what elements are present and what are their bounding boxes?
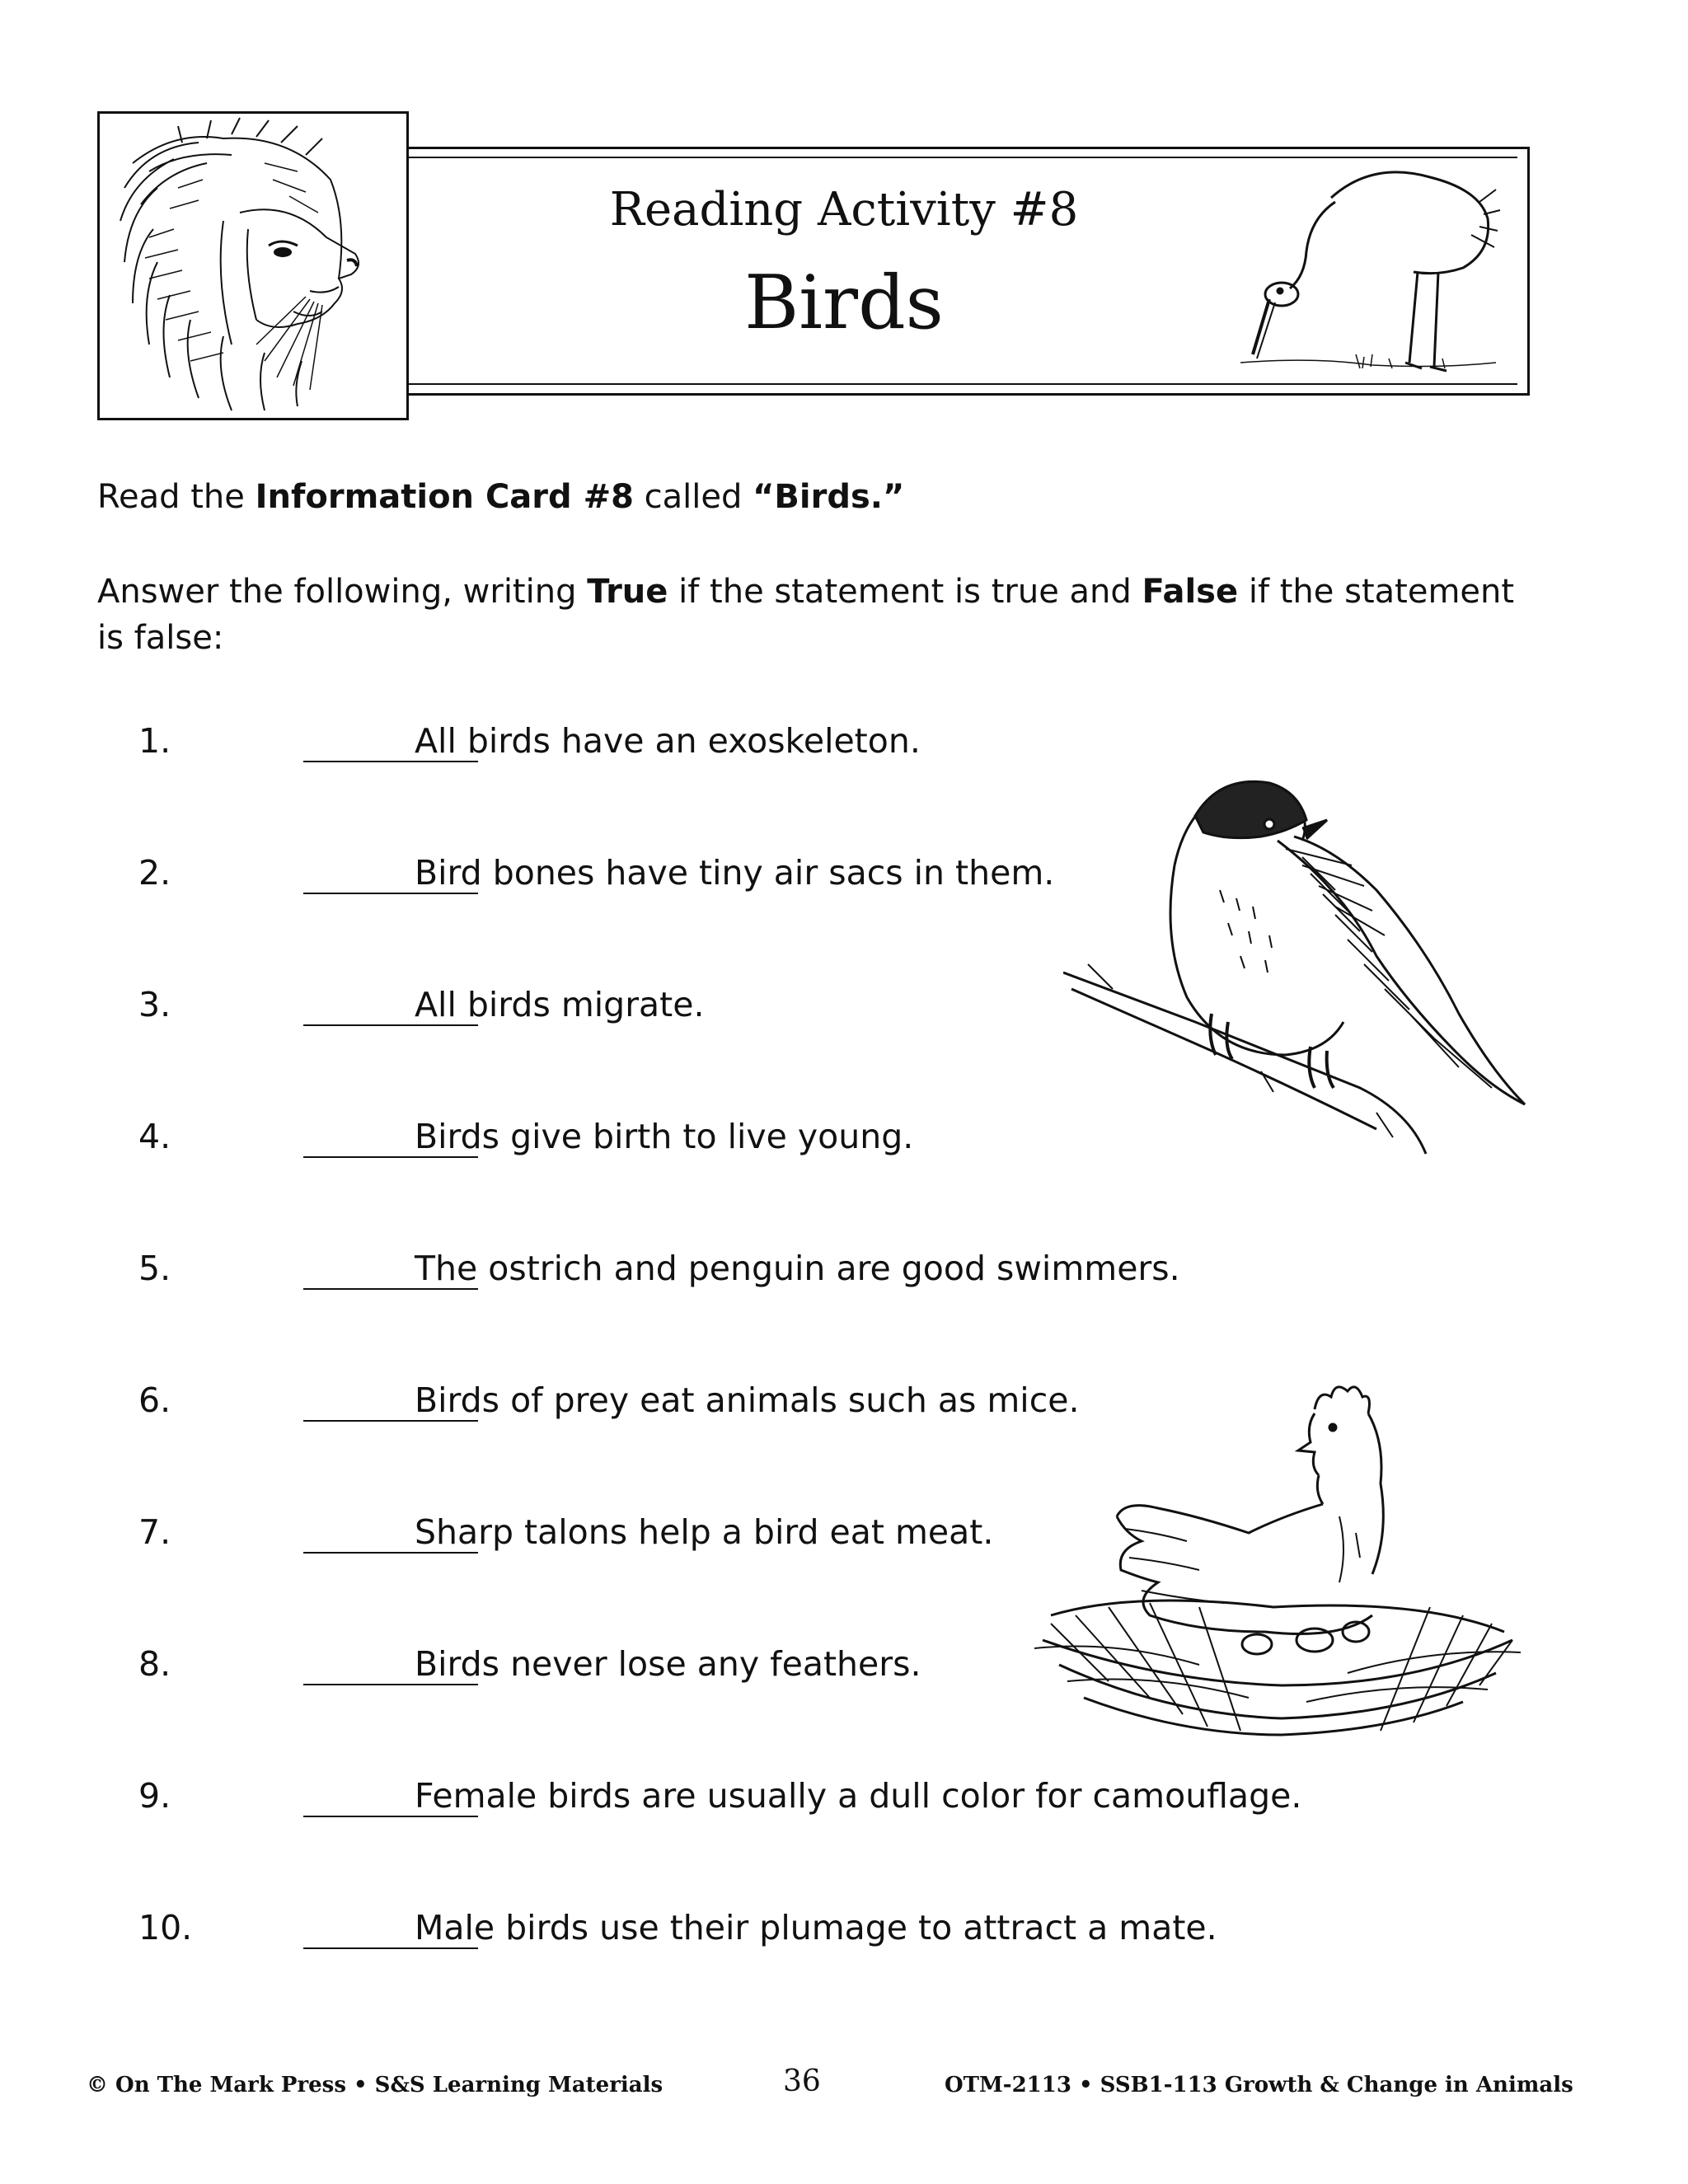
question-row <box>97 1908 1334 1957</box>
instruction-read-card <box>97 474 904 520</box>
crane-illustration <box>1232 152 1504 387</box>
question-number: 5. <box>138 1249 171 1288</box>
activity-label: Reading Activity #8 <box>609 183 1079 237</box>
question-number: 4. <box>138 1117 171 1156</box>
instruction-card-title: “Birds.” <box>753 478 905 516</box>
footer-product-code: OTM-2113 • SSB1-113 Growth & Change in Animals <box>945 2073 1573 2097</box>
instruction-answer-pre: Answer the following, writing <box>97 573 588 611</box>
question-row <box>97 1776 1334 1825</box>
instruction-answer-post: if the statement is false: <box>97 573 1515 657</box>
question-number: 2. <box>138 853 171 893</box>
question-row <box>97 1249 1334 1298</box>
instruction-card-name: Information Card #8 <box>255 478 634 516</box>
answer-blank[interactable] <box>303 1420 478 1422</box>
question-statement: The ostrich and penguin are good swimmers. <box>415 1249 1180 1288</box>
question-statement: All birds have an exoskeleton. <box>415 721 921 761</box>
answer-blank[interactable] <box>303 761 478 762</box>
instruction-read-text: Read the <box>97 478 256 516</box>
answer-blank[interactable] <box>303 1024 478 1026</box>
question-statement: Bird bones have tiny air sacs in them. <box>415 853 1055 893</box>
answer-blank[interactable] <box>303 1552 478 1554</box>
question-statement: Birds give birth to live young. <box>415 1117 914 1156</box>
answer-blank[interactable] <box>303 1684 478 1685</box>
footer-copyright: © On The Mark Press • S&S Learning Materials <box>87 2073 663 2097</box>
hen-on-nest-illustration <box>1034 1368 1521 1739</box>
question-statement: Female birds are usually a dull color for camouflage. <box>415 1776 1302 1816</box>
question-number: 9. <box>138 1776 171 1816</box>
instruction-answer <box>97 569 1548 661</box>
answer-blank[interactable] <box>303 1288 478 1290</box>
question-statement: Sharp talons help a bird eat meat. <box>415 1512 994 1552</box>
question-number: 3. <box>138 985 171 1024</box>
page-title: Birds <box>744 260 944 346</box>
answer-blank[interactable] <box>303 1156 478 1158</box>
question-statement: All birds migrate. <box>415 985 705 1024</box>
question-number: 10. <box>138 1908 193 1947</box>
chickadee-illustration <box>1063 742 1533 1162</box>
question-number: 7. <box>138 1512 171 1552</box>
question-statement: Birds never lose any feathers. <box>415 1644 921 1684</box>
page-number: 36 <box>783 2064 821 2098</box>
question-statement: Male birds use their plumage to attract a mate. <box>415 1908 1217 1947</box>
answer-blank[interactable] <box>303 893 478 894</box>
question-statement: Birds of prey eat animals such as mice. <box>415 1380 1080 1420</box>
answer-blank[interactable] <box>303 1947 478 1949</box>
instruction-called-text: called <box>633 478 753 516</box>
question-number: 6. <box>138 1380 171 1420</box>
instruction-answer-mid: if the statement is true and <box>668 573 1142 611</box>
answer-blank[interactable] <box>303 1816 478 1817</box>
question-number: 1. <box>138 721 171 761</box>
question-number: 8. <box>138 1644 171 1684</box>
instruction-true-word: True <box>587 573 668 611</box>
instruction-false-word: False <box>1142 573 1239 611</box>
